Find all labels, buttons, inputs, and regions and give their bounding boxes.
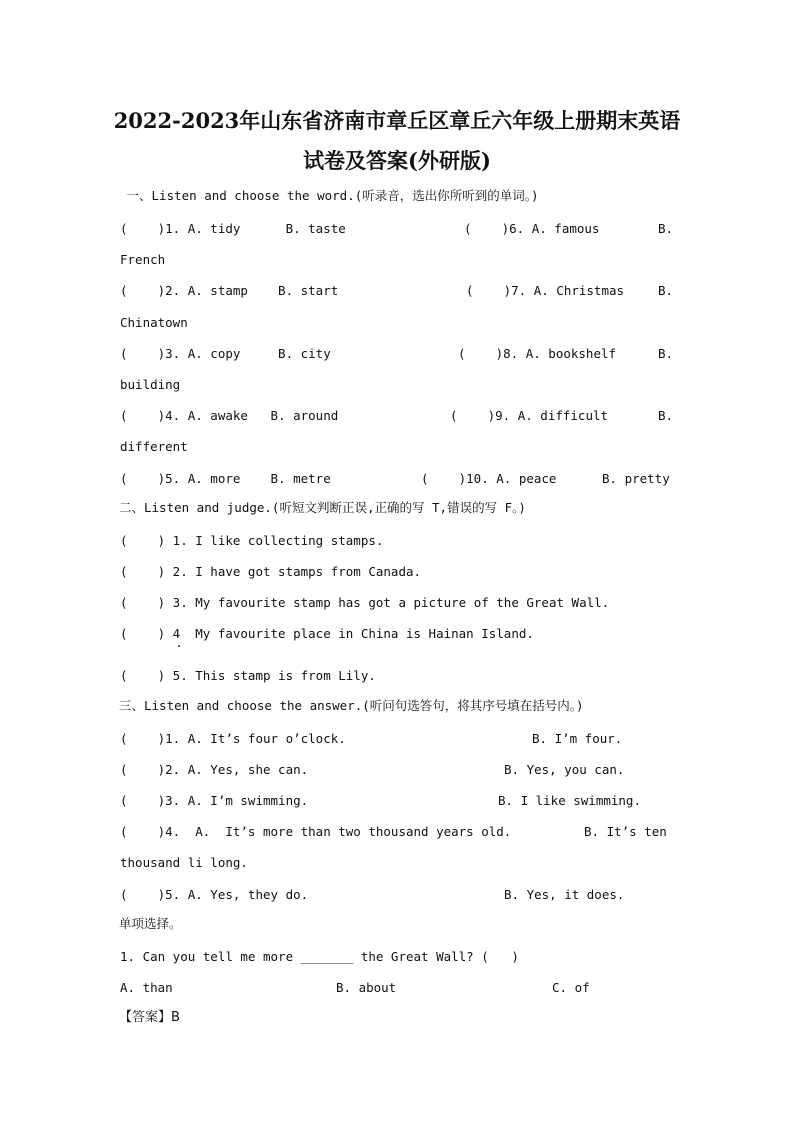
section3-heading: 三、Listen and choose the answer.(听问句选答句，将其序号填在括号内。): [119, 698, 584, 713]
s1-row5-right: ( )10. A. peace: [421, 471, 557, 486]
page-title: 2022-2023年山东省济南市章丘区章丘六年级上册期末英语: [113, 108, 681, 133]
s1-row2-left: ( )2. A. stamp B. start: [120, 283, 339, 298]
s1-row1-wrap: French: [120, 252, 166, 267]
s2-item4: ( ) 4 My favourite place in China is Hainan Island.: [120, 626, 534, 641]
s4-question: 1. Can you tell me more _______ the Great Wall? ( ): [120, 949, 519, 964]
s4-option-a: A. than: [120, 980, 173, 995]
s2-item2: ( ) 2. I have got stamps from Canada.: [120, 564, 422, 579]
s1-row3-left: ( )3. A. copy B. city: [120, 346, 331, 361]
section1-heading: 一、Listen and choose the word.(听录音，选出你所听到的单词。): [119, 188, 539, 203]
s2-item5: ( ) 5. This stamp is from Lily.: [120, 668, 376, 683]
s1-row2-b: B.: [658, 283, 674, 298]
stray-dot: [178, 645, 180, 647]
s3-item5-b: B. Yes, it does.: [504, 887, 625, 902]
s3-item4-a: ( )4. A. It’s more than two thousand years old.: [120, 824, 512, 839]
s1-row1-left: ( )1. A. tidy B. taste: [120, 221, 346, 236]
s4-option-c: C. of: [552, 980, 590, 995]
s3-item4-wrap: thousand li long.: [120, 855, 248, 870]
s3-item3-a: ( )3. A. I’m swimming.: [120, 793, 309, 808]
s1-row3-b: B.: [658, 346, 674, 361]
s1-row4-left: ( )4. A. awake B. around: [120, 408, 339, 423]
s1-row3-right: ( )8. A. bookshelf: [458, 346, 617, 361]
s4-option-b: B. about: [336, 980, 397, 995]
s3-item3-b: B. I like swimming.: [498, 793, 641, 808]
section2-heading: 二、Listen and judge.(听短文判断正误,正确的写 T,错误的写 F。): [119, 500, 526, 515]
s3-item1-a: ( )1. A. It’s four o’clock.: [120, 731, 346, 746]
s1-row5-b: B. pretty: [602, 471, 670, 486]
section4-heading: 单项选择。: [119, 916, 182, 931]
s3-item1-b: B. I’m four.: [532, 731, 623, 746]
s3-item5-a: ( )5. A. Yes, they do.: [120, 887, 309, 902]
s3-item2-a: ( )2. A. Yes, she can.: [120, 762, 309, 777]
s2-item3: ( ) 3. My favourite stamp has got a picture of the Great Wall.: [120, 595, 610, 610]
s1-row2-wrap: Chinatown: [120, 315, 188, 330]
s3-item2-b: B. Yes, you can.: [504, 762, 625, 777]
s1-row3-wrap: building: [120, 377, 181, 392]
s1-row5-left: ( )5. A. more B. metre: [120, 471, 331, 486]
s1-row1-b: B.: [658, 221, 674, 236]
s1-row4-wrap: different: [120, 439, 188, 454]
s3-item4-b: B. It’s ten: [584, 824, 667, 839]
s2-item1: ( ) 1. I like collecting stamps.: [120, 533, 384, 548]
s1-row2-right: ( )7. A. Christmas: [466, 283, 625, 298]
s1-row4-right: ( )9. A. difficult: [450, 408, 609, 423]
s4-answer: 【答案】B: [119, 1010, 180, 1025]
page-title-line2: 试卷及答案(外研版): [303, 148, 491, 173]
s1-row4-b: B.: [658, 408, 674, 423]
s1-row1-right: ( )6. A. famous: [464, 221, 600, 236]
